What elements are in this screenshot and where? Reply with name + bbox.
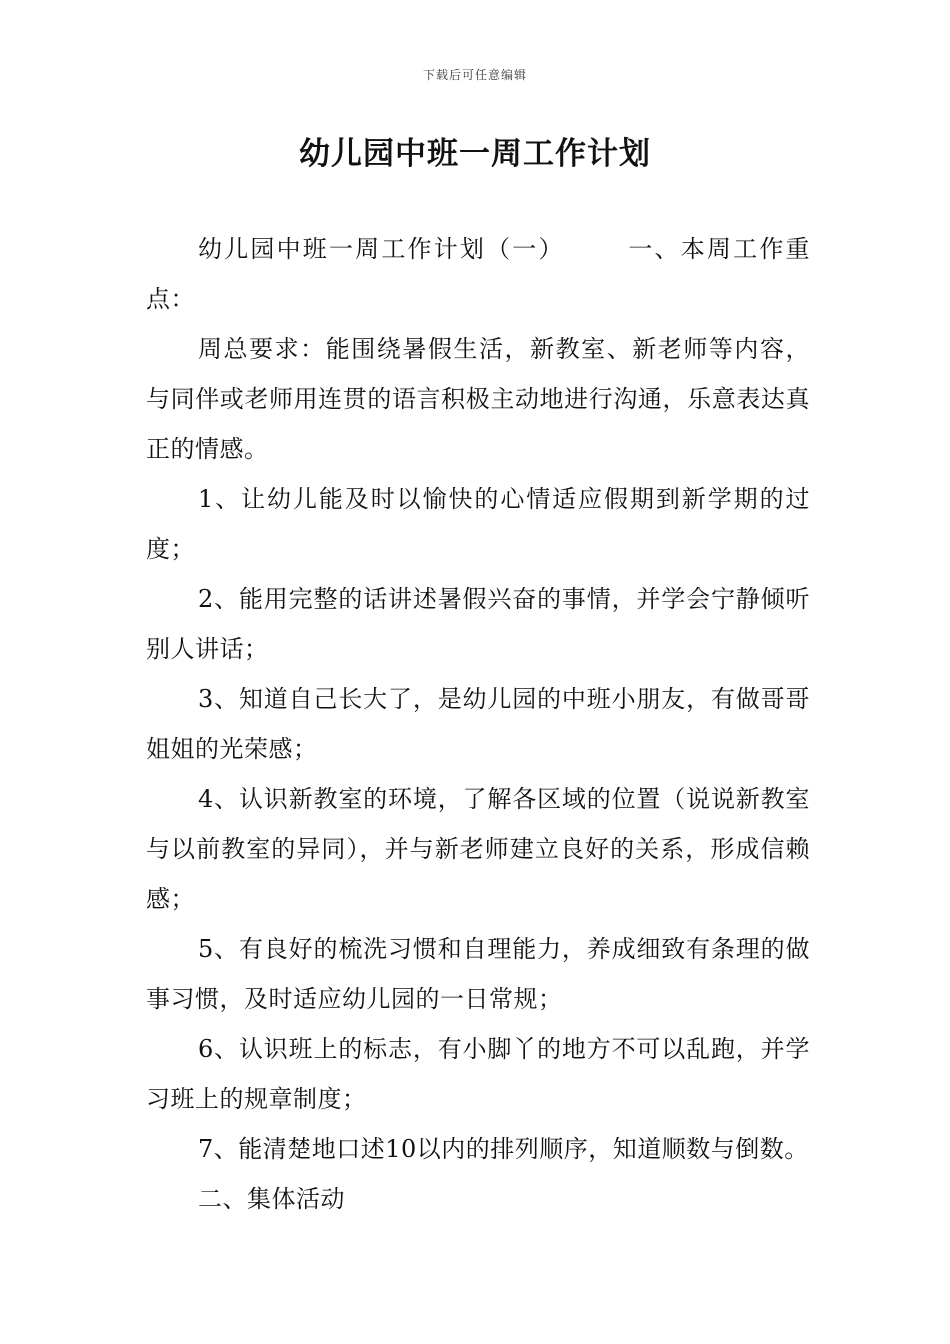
- header-note: 下载后可任意编辑: [422, 68, 527, 82]
- section-heading: 一、本周工作重点：: [146, 235, 811, 313]
- document-title: 幼儿园中班一周工作计划: [299, 136, 651, 172]
- body-paragraph: 5、有良好的梳洗习惯和自理能力，养成细致有条理的做事习惯，及时适应幼儿园的一日常规；: [146, 935, 810, 1013]
- section-heading: 二、集体活动: [198, 1185, 345, 1213]
- intro-paragraph: [146, 224, 810, 324]
- body-paragraph: 6、认识班上的标志，有小脚丫的地方不可以乱跑，并学习班上的规章制度；: [146, 1035, 810, 1113]
- body-paragraph: 1、让幼儿能及时以愉快的心情适应假期到新学期的过度；: [146, 485, 810, 563]
- plan-label: 幼儿园中班一周工作计划（一）: [198, 235, 565, 263]
- body-paragraph: 2、能用完整的话讲述暑假兴奋的事情，并学会宁静倾听别人讲话；: [146, 585, 810, 663]
- body-paragraph: 3、知道自己长大了，是幼儿园的中班小朋友，有做哥哥姐姐的光荣感；: [146, 685, 810, 763]
- body-paragraph: 周总要求：能围绕暑假生活，新教室、新老师等内容，与同伴或老师用连贯的语言积极主动地进行沟通，乐意表达真正的情感。: [146, 335, 810, 463]
- body-paragraph: 4、认识新教室的环境，了解各区域的位置（说说新教室与以前教室的异同），并与新老师建立良好的关系，形成信赖感；: [146, 785, 810, 913]
- document-body: [146, 224, 810, 1224]
- body-paragraph: 7、能清楚地口述10以内的排列顺序，知道顺数与倒数。: [198, 1135, 809, 1163]
